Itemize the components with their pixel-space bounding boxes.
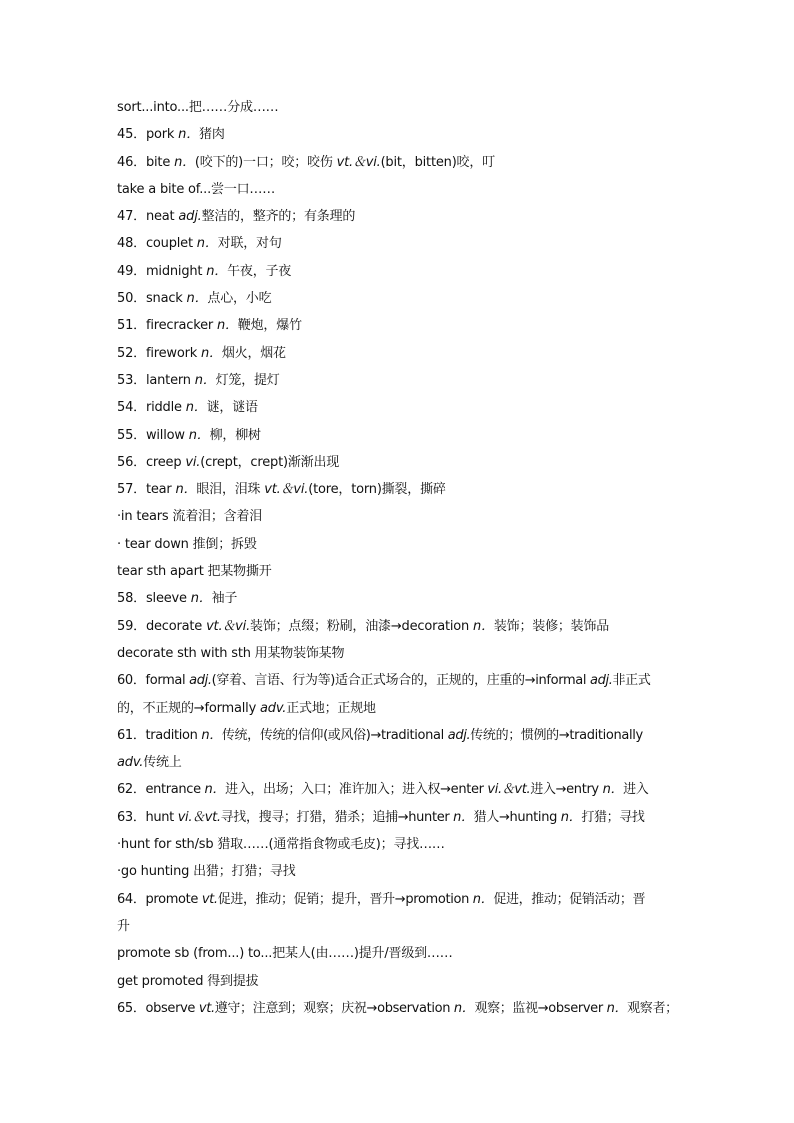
entry-number: 60． [117, 673, 146, 689]
entry-number: 63． [117, 809, 146, 825]
part-of-speech: n． [206, 263, 228, 279]
vocab-line [117, 831, 682, 858]
headword: creep [145, 454, 182, 470]
entry-text: 非正式 [612, 673, 651, 689]
headword: sleeve [145, 591, 187, 607]
entry-text: promote sb (from...) to...把某人(由……)提升/晋级到…… [117, 946, 453, 962]
entry-text: 寻找，搜寻；打猎，猎杀；追捕→hunter [220, 809, 454, 825]
part-of-speech: adv. [260, 700, 287, 716]
entry-text: 促进，推动；促销活动；晋 [493, 891, 646, 907]
entry-number: 48． [117, 236, 146, 252]
part-of-speech: n． [602, 782, 624, 798]
vocab-entry-midnight [117, 258, 682, 285]
entry-text: 遵守；注意到；观察；庆祝→observation [214, 1000, 454, 1016]
part-of-speech: n． [196, 236, 218, 252]
part-of-speech: n． [606, 1000, 628, 1016]
entry-text: 烟火，烟花 [221, 345, 286, 361]
vocab-line [117, 531, 682, 558]
part-of-speech: n． [473, 618, 494, 634]
part-of-speech: vt.＆vi. [206, 618, 251, 634]
entry-text: ·hunt for sth/sb 猎取……(通常指食物或毛皮)；寻找…… [117, 837, 445, 853]
entry-number: 57． [117, 482, 146, 498]
headword: willow [145, 427, 185, 443]
vocab-line [117, 640, 682, 667]
vocab-entry-observe [117, 995, 682, 1022]
part-of-speech: vi. [185, 454, 201, 470]
entry-text: · tear down 推倒；拆毁 [117, 536, 257, 552]
entry-text: decorate sth with sth 用某物装饰某物 [117, 645, 345, 661]
entry-text: 正式地；正规地 [286, 700, 376, 716]
vocab-line [117, 558, 682, 585]
entry-text: (咬下的)一口；咬；咬伤 [194, 154, 337, 170]
part-of-speech: vi.＆vt. [177, 809, 221, 825]
part-of-speech: n． [453, 809, 474, 825]
entry-number: 47． [117, 209, 146, 225]
headword: decorate [145, 618, 203, 634]
headword: riddle [145, 400, 182, 416]
entry-text: 袖子 [211, 591, 238, 607]
entry-text: get promoted 得到提拔 [117, 973, 259, 989]
part-of-speech: n． [190, 591, 212, 607]
headword: pork [145, 127, 175, 143]
entry-number: 65． [117, 1000, 146, 1016]
vocab-entry-snack [117, 285, 682, 312]
entry-number: 52． [117, 345, 146, 361]
part-of-speech: n． [186, 291, 208, 307]
entry-text: (crept，crept)渐渐出现 [200, 454, 340, 470]
part-of-speech: adj. [589, 673, 613, 689]
part-of-speech: n． [174, 154, 195, 170]
part-of-speech: n． [178, 127, 200, 143]
entry-text: 进入，出场；入口；准许加入；进入权→enter [225, 782, 488, 798]
entry-text: take a bite of...尝一口…… [117, 181, 276, 197]
vocab-line [117, 858, 682, 885]
part-of-speech: n． [453, 1000, 475, 1016]
vocab-entry-sleeve [117, 585, 682, 612]
vocab-line [117, 749, 682, 776]
vocab-line [117, 94, 682, 121]
entry-text: (tore，torn)撕裂，撕碎 [308, 482, 446, 498]
entry-text: 谜，谜语 [206, 400, 258, 416]
part-of-speech: n． [185, 400, 207, 416]
vocab-entry-creep [117, 449, 682, 476]
entry-text: 对联，对句 [217, 236, 282, 252]
headword: neat [145, 209, 175, 225]
entry-number: 55． [117, 427, 146, 443]
vocab-entry-couplet [117, 230, 682, 257]
vocab-entry-entrance [117, 776, 682, 803]
vocab-entry-riddle [117, 394, 682, 421]
entry-text: 传统上 [143, 755, 182, 771]
entry-text: 进入 [623, 782, 649, 798]
entry-number: 56． [117, 454, 146, 470]
vocab-entry-hunt [117, 804, 682, 831]
headword: midnight [145, 263, 203, 279]
entry-text: 打猎；寻找 [581, 809, 645, 825]
part-of-speech: vt. [201, 891, 218, 907]
vocab-entry-promote [117, 886, 682, 913]
entry-text: 猎人→hunting [473, 809, 561, 825]
entry-number: 61． [117, 727, 146, 743]
part-of-speech: n． [216, 318, 238, 334]
entry-text: 眼泪，泪珠 [196, 482, 265, 498]
vocab-line [117, 913, 682, 940]
entry-text: 整洁的，整齐的；有条理的 [201, 209, 356, 225]
headword: couplet [145, 236, 193, 252]
vocab-line [117, 968, 682, 995]
vocab-line [117, 940, 682, 967]
entry-number: 58． [117, 591, 146, 607]
headword: firecracker [145, 318, 214, 334]
entry-text: ·in tears 流着泪；含着泪 [117, 509, 263, 525]
part-of-speech: n． [560, 809, 582, 825]
vocab-line [117, 695, 682, 722]
headword: hunt [145, 809, 174, 825]
entry-number: 59． [117, 618, 146, 634]
entry-text: 进入→entry [530, 782, 603, 798]
headword: tear [145, 482, 172, 498]
headword: bite [145, 154, 171, 170]
entry-number: 53． [117, 372, 146, 388]
entry-text: 灯笼，提灯 [215, 372, 280, 388]
entry-number: 45． [117, 127, 146, 143]
vocab-entry-tear [117, 476, 682, 503]
headword: snack [145, 291, 183, 307]
part-of-speech: n． [175, 482, 197, 498]
part-of-speech: n． [201, 345, 222, 361]
entry-number: 62． [117, 782, 146, 798]
vocab-entry-neat [117, 203, 682, 230]
vocab-entry-decorate [117, 613, 682, 640]
entry-text: 观察；监视→observer [474, 1000, 607, 1016]
part-of-speech: vt. [198, 1000, 215, 1016]
headword: formal [145, 673, 186, 689]
entry-text: 装饰；点缀；粉刷，油漆→decoration [250, 618, 474, 634]
part-of-speech: n． [201, 727, 222, 743]
part-of-speech: n． [194, 372, 216, 388]
headword: tradition [145, 727, 198, 743]
part-of-speech: adj. [447, 727, 471, 743]
entry-text: 传统，传统的信仰(或风俗)→traditional [221, 727, 448, 743]
headword: firework [145, 345, 198, 361]
headword: lantern [145, 372, 191, 388]
entry-number: 49． [117, 263, 146, 279]
entry-number: 64． [117, 891, 146, 907]
entry-text: 装饰；装修；装饰品 [493, 618, 610, 634]
part-of-speech: vt.＆vi. [336, 154, 381, 170]
vocab-entry-firework [117, 340, 682, 367]
entry-text: 鞭炮，爆竹 [237, 318, 302, 334]
entry-text: 的，不正规的→formally [117, 700, 261, 716]
entry-text: (穿着、言语、行为等)适合正式场合的，正规的，庄重的→informal [211, 673, 590, 689]
entry-text: 观察者； [627, 1000, 678, 1016]
headword: observe [145, 1000, 196, 1016]
part-of-speech: adj. [189, 673, 212, 689]
entry-text: 点心，小吃 [207, 291, 272, 307]
part-of-speech: vt.＆vi. [264, 482, 309, 498]
vocab-line [117, 176, 682, 203]
entry-text: (bit，bitten)咬，叮 [380, 154, 495, 170]
part-of-speech: adj. [178, 209, 202, 225]
part-of-speech: adv. [117, 755, 144, 771]
vocab-entry-lantern [117, 367, 682, 394]
part-of-speech: n． [188, 427, 210, 443]
entry-text: 促进，推动；促销；提升，晋升→promotion [217, 891, 473, 907]
vocab-line [117, 503, 682, 530]
entry-text: 柳，柳树 [209, 427, 261, 443]
entry-text: 猪肉 [199, 127, 225, 143]
part-of-speech: n． [472, 891, 494, 907]
headword: entrance [145, 782, 201, 798]
headword: promote [145, 891, 199, 907]
vocab-entry-willow [117, 422, 682, 449]
part-of-speech: n． [204, 782, 226, 798]
entry-number: 51． [117, 318, 146, 334]
entry-text: 午夜，子夜 [227, 263, 292, 279]
entry-number: 50． [117, 291, 146, 307]
entry-number: 54． [117, 400, 146, 416]
entry-text: sort...into...把……分成…… [117, 100, 279, 115]
vocab-entry-bite [117, 149, 682, 176]
vocabulary-list [117, 94, 682, 1022]
entry-text: ·go hunting 出猎；打猎；寻找 [117, 864, 296, 880]
vocab-entry-formal [117, 667, 682, 694]
entry-text: 传统的；惯例的→traditionally [470, 727, 643, 743]
part-of-speech: vi.＆vt. [487, 782, 531, 798]
vocab-entry-tradition [117, 722, 682, 749]
entry-text: 升 [117, 918, 130, 934]
vocab-entry-pork [117, 121, 682, 148]
entry-number: 46． [117, 154, 146, 170]
vocab-entry-firecracker [117, 312, 682, 339]
entry-text: tear sth apart 把某物撕开 [117, 564, 272, 580]
